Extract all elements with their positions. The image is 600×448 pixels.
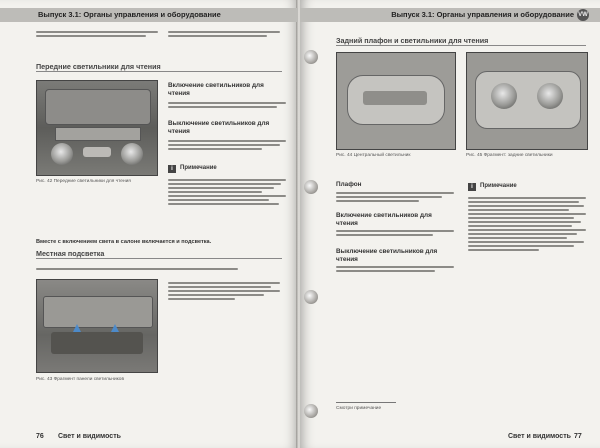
local-lighting-photo	[36, 279, 158, 373]
interior-light-sentence: Вместе с включением света в салоне включается и подсветка.	[36, 239, 212, 245]
note-info-icon-right: i	[468, 183, 476, 191]
fig-45-caption: Рис. 45 Фрагмент: задние светильники	[466, 153, 553, 158]
footnote-text: Смотри примечание	[336, 406, 382, 411]
indicator-arrow-left	[73, 324, 81, 332]
binder-ring-3	[304, 290, 318, 304]
switch-row	[55, 127, 141, 141]
center-light-lens	[363, 91, 427, 105]
local-lighting-intro	[36, 266, 282, 272]
fig-44-caption: Рис. 44 Центральный светильник	[336, 153, 411, 158]
center-light-photo	[336, 52, 456, 150]
subheading-rear-lights-off: Выключение светильников для чтения	[336, 248, 438, 263]
right-reading-lamp	[121, 143, 143, 165]
lights-off-text	[168, 138, 286, 152]
lights-on-text	[168, 100, 286, 110]
fig-42-caption: Рис. 42 Передние светильники для чтения	[36, 179, 131, 184]
rear-lights-off-text	[336, 264, 454, 274]
left-page-number: 76	[36, 433, 44, 440]
binder-ring-1	[304, 50, 318, 64]
section-local-lighting-title: Местная подсветка	[36, 249, 282, 259]
rear-lights-photo	[466, 52, 588, 150]
overhead-panel	[43, 296, 153, 328]
console-panel	[45, 89, 151, 125]
left-intro-text-a	[36, 29, 158, 39]
left-intro-text-b	[168, 29, 280, 39]
fig-43-caption: Рис. 43 Фрагмент панели светильников	[36, 377, 124, 382]
note-info-icon-left: i	[168, 165, 176, 173]
rear-lights-on-text	[336, 228, 454, 238]
rear-lamp-left	[491, 83, 517, 109]
section-front-reading-lights-title: Передние светильники для чтения	[36, 62, 282, 72]
left-reading-lamp	[51, 143, 73, 165]
indicator-arrow-right	[111, 324, 119, 332]
note-text-left	[168, 177, 286, 207]
vw-logo-right: VW	[577, 9, 589, 21]
plafond-text	[336, 190, 454, 204]
left-footer-title: Свет и видимость	[58, 433, 121, 440]
note-label-right: Примечание	[480, 183, 517, 189]
right-page-header: Выпуск 3.1: Органы управления и оборудование	[300, 8, 600, 22]
binder-ring-4	[304, 404, 318, 418]
light-strip	[51, 332, 143, 354]
left-page-header: Выпуск 3.1: Органы управления и оборудование	[0, 8, 298, 22]
right-page-number: 77	[574, 433, 582, 440]
center-switch	[83, 147, 111, 157]
section-rear-lights-title: Задний плафон и светильники для чтения	[336, 36, 586, 46]
subheading-lights-off: Выключение светильников для чтения	[168, 120, 270, 135]
subheading-rear-lights-on: Включение светильников для чтения	[336, 212, 432, 227]
local-lighting-text	[168, 280, 280, 302]
front-reading-lights-photo	[36, 80, 158, 176]
note-text-right	[468, 195, 586, 253]
rear-lamp-right	[537, 83, 563, 109]
footnote-rule	[336, 402, 396, 403]
note-label-left: Примечание	[180, 165, 217, 171]
subheading-lights-on: Включение светильников для чтения	[168, 82, 264, 97]
right-footer-title: Свет и видимость	[508, 433, 571, 440]
plafond-title: Плафон	[336, 181, 362, 188]
binder-ring-2	[304, 180, 318, 194]
